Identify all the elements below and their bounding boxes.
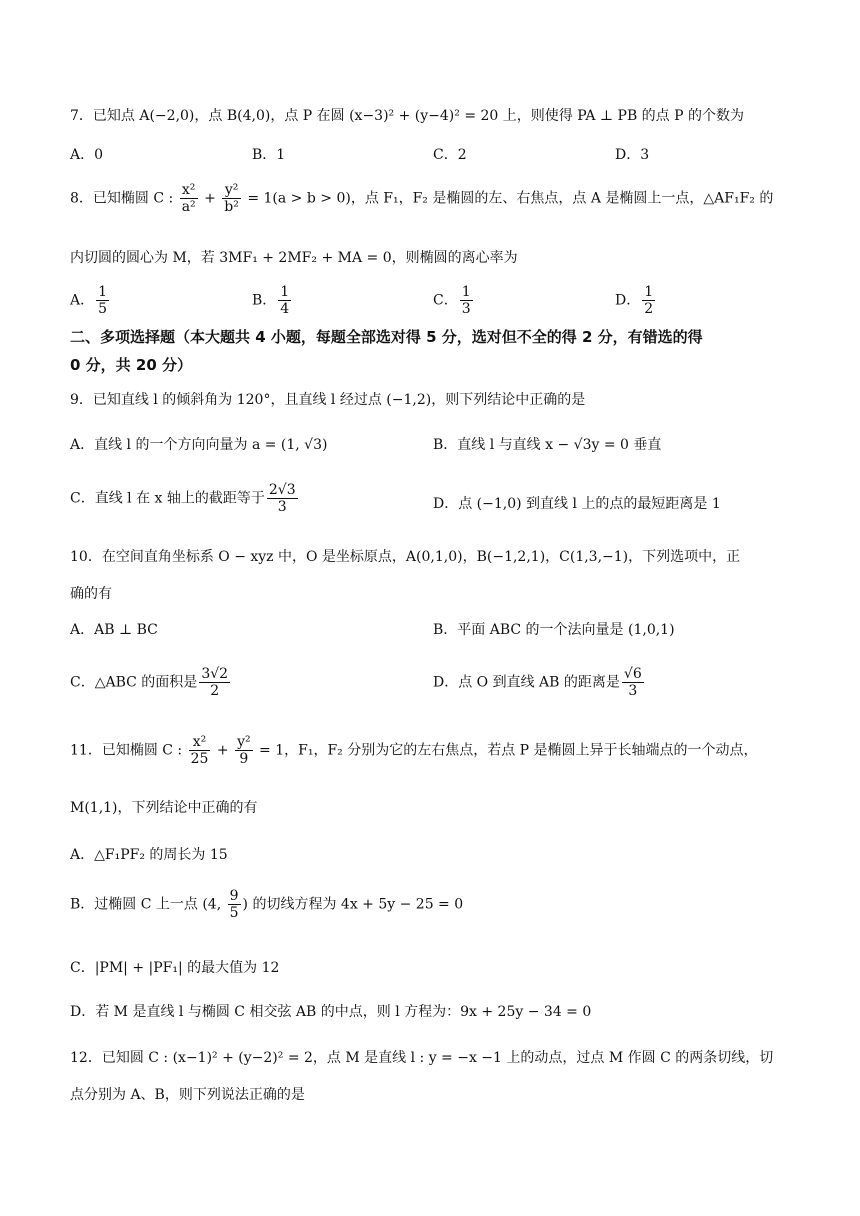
q8-stem-line1: 8．已知椭圆 C : $\frac{\text{x²}}{\text{a²}}$ + $\frac{\text{y²}}{\text{b²}}$ = 1(a > b > 0)，点 F₁，F₂ 是椭圆的左、右焦点，点 A 是椭圆上一点，△AF₁F₂ 的 — [70, 182, 774, 215]
q8-frac-y: $\frac{\text{y²}}{\text{b²}}$ — [224, 182, 239, 215]
q8-option-a: A． $\frac{1}{5}$ — [70, 284, 108, 317]
q8-option-b: B． $\frac{1}{4}$ — [252, 284, 290, 317]
q12-stem-line2: 点分别为 A、B，则下列说法正确的是 — [70, 1087, 305, 1103]
q7-option-a: A．0 — [70, 147, 104, 163]
q7-stem: 7．已知点 A(−2,0)，点 B(4,0)，点 P 在圆 (x−3)² + (y−4)² = 20 上，则使得 PA ⊥ PB 的点 P 的个数为 — [70, 108, 745, 124]
q10-stem-line1: 10．在空间直角坐标系 O − xyz 中，O 是坐标原点，A(0,1,0)，B(−1,2,1)，C(1,3,−1)，下列选项中，正 — [70, 549, 741, 565]
q11-stem-line2: M(1,1)，下列结论中正确的有 — [70, 800, 258, 816]
q8-frac-x: $\frac{\text{x²}}{\text{a²}}$ — [181, 182, 196, 215]
q7-option-b: B．1 — [252, 147, 286, 163]
q10-option-a: A．AB ⊥ BC — [70, 622, 158, 638]
q10-option-b: B．平面 ABC 的一个法向量是 (1,0,1) — [433, 622, 675, 638]
q10-option-c: C．△ABC 的面积是 $\frac{3√2}{2}$ — [70, 666, 229, 699]
q10-option-d: D．点 O 到直线 AB 的距离是 $\frac{√6}{3}$ — [433, 666, 642, 699]
q9-option-a: A．直线 l 的一个方向向量为 a = (1, √3) — [70, 437, 328, 453]
q9-option-c: C．直线 l 在 x 轴上的截距等于 $\frac{2√3}{3}$ — [70, 482, 296, 515]
q11-frac-y: $\frac{\text{y²}}{9}$ — [237, 734, 251, 767]
q9-option-d: D．点 (−1,0) 到直线 l 上的点的最短距离是 1 — [433, 496, 721, 512]
q7-option-d: D．3 — [615, 147, 650, 163]
q8-option-c: C． $\frac{1}{3}$ — [433, 284, 471, 317]
section2-heading-line1: 二、多项选择题（本大题共 4 小题，每题全部选对得 5 分，选对但不全的得 2 分，有错选的得 — [70, 328, 703, 346]
q11-frac-x: $\frac{\text{x²}}{25}$ — [190, 734, 209, 767]
q12-stem-line1: 12．已知圆 C : (x−1)² + (y−2)² = 2，点 M 是直线 l : y = −x −1 上的动点，过点 M 作圆 C 的两条切线，切 — [70, 1050, 774, 1066]
q10-stem-line2: 确的有 — [70, 586, 112, 602]
q9-stem: 9．已知直线 l 的倾斜角为 120°，且直线 l 经过点 (−1,2)，则下列结论中正确的是 — [70, 392, 586, 408]
q11-option-a: A．△F₁PF₂ 的周长为 15 — [70, 847, 228, 863]
q8-stem-line2: 内切圆的圆心为 M，若 3MF₁ + 2MF₂ + MA = 0，则椭圆的离心率为 — [70, 250, 518, 266]
q7-option-c: C．2 — [433, 147, 467, 163]
q8-option-d: D． $\frac{1}{2}$ — [615, 284, 654, 317]
q11-option-c: C．|PM| + |PF₁| 的最大值为 12 — [70, 960, 280, 976]
section2-heading-line2: 0 分，共 20 分） — [70, 356, 192, 374]
q9-option-b: B．直线 l 与直线 x − √3y = 0 垂直 — [433, 437, 662, 453]
q11-option-d: D．若 M 是直线 l 与椭圆 C 相交弦 AB 的中点，则 l 方程为：9x + 25y − 34 = 0 — [70, 1004, 592, 1020]
q11-option-b: B．过椭圆 C 上一点 (4, $\frac{9}{5}$ ) 的切线方程为 4x + 5y − 25 = 0 — [70, 888, 464, 921]
q11-stem-line1: 11．已知椭圆 C : $\frac{\text{x²}}{25}$ + $\frac{\text{y²}}{9}$ = 1，F₁，F₂ 分别为它的左右焦点，若点 P 是椭圆上异于长轴端点的一个动点， — [70, 734, 758, 767]
